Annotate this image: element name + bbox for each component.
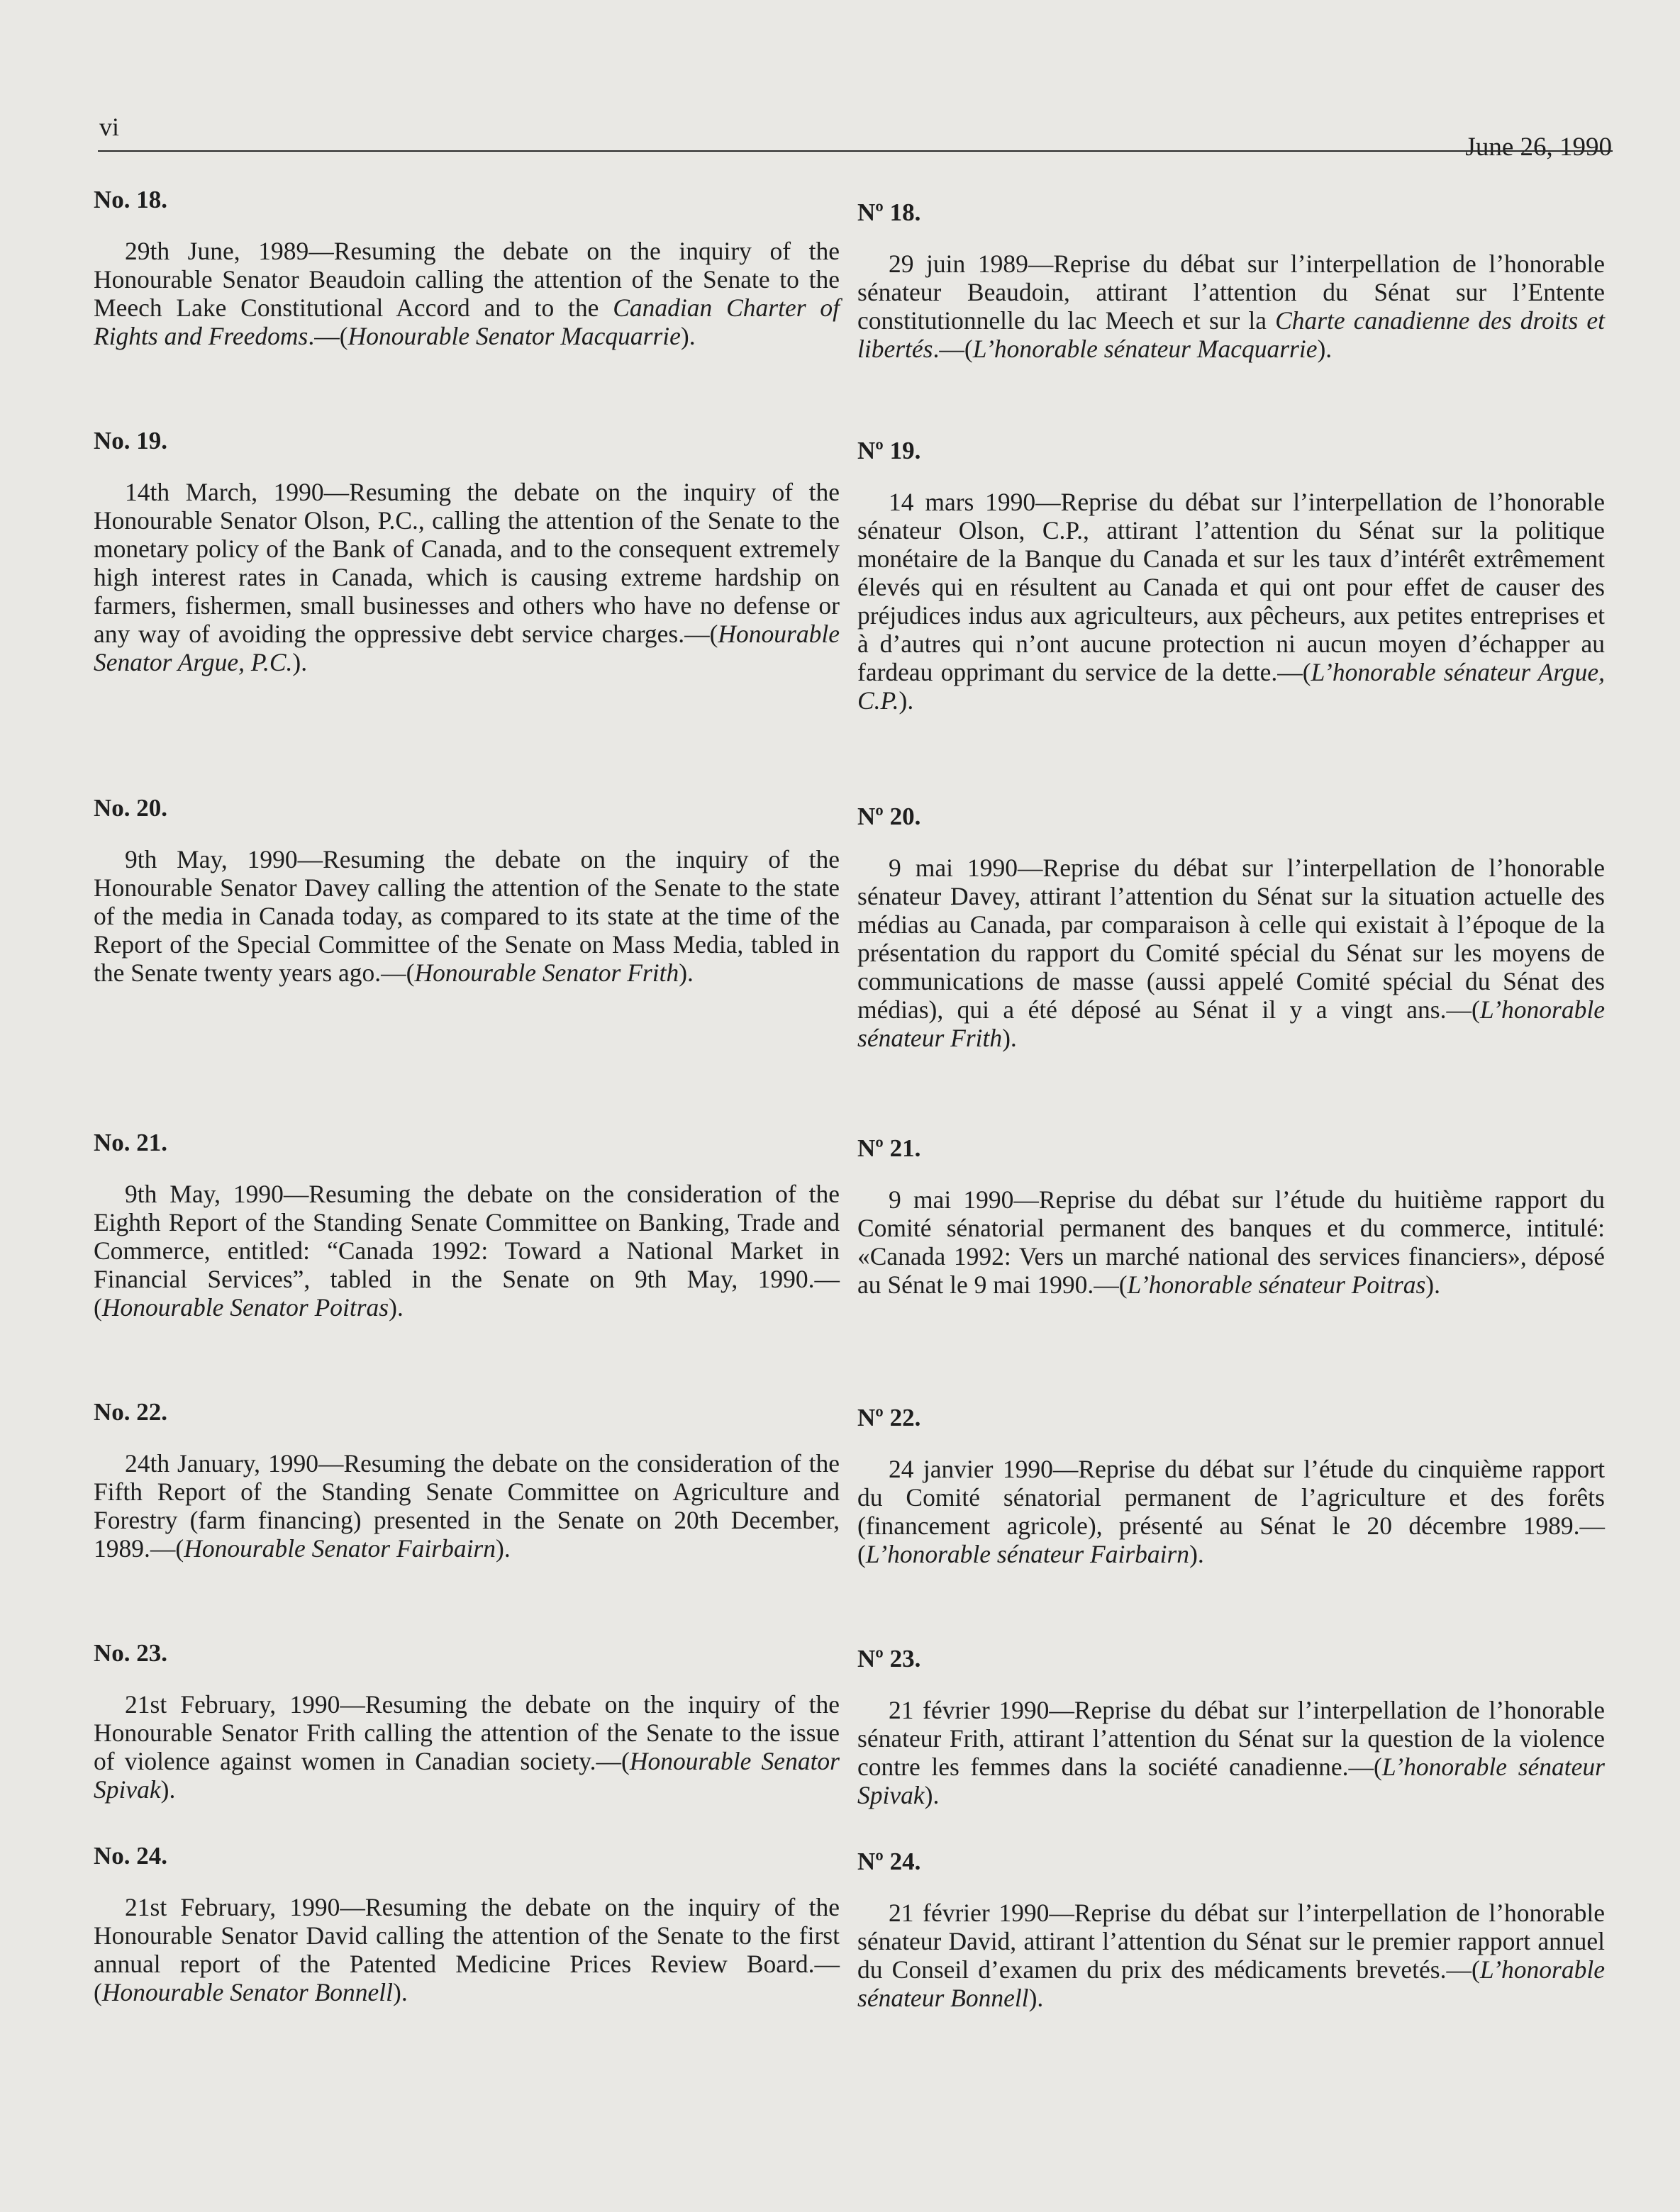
entry-en-19 xyxy=(94,427,840,676)
page-number: vi xyxy=(99,113,120,141)
entry-text: 14th March, 1990—Resuming the debate on the inquiry of the Honourable Senator Olson, P.C., calling the attention of the Senate to the monetary policy of the Bank of Canada, and to the consequent extremely high interest rates in Canada, which is causing extreme hardship on farmers, fishermen, small businesses and others who have no defense or any way of avoiding the oppressive debt service charges.—(Honourable Senator Argue, P.C.). xyxy=(94,478,840,676)
entry-number: No. 23. xyxy=(94,1639,168,1667)
entry-text: 29th June, 1989—Resuming the debate on the inquiry of the Honourable Senator Beaudoin calling the attention of the Senate to the Meech Lake Constitutional Accord and to the Canadian Charter of Rights and Freedoms.—(Honourable Senator Macquarrie). xyxy=(94,237,840,350)
entry-number: Nº 24. xyxy=(857,1848,921,1875)
entry-fr-18 xyxy=(857,199,1605,363)
entry-text: 9th May, 1990—Resuming the debate on the consideration of the Eighth Report of the Standing Senate Committee on Banking, Trade and Commerce, entitled: “Canada 1992: Toward a National Market in Financial Services”, tabled in the Senate on 9th May, 1990.—(Honourable Senator Poitras). xyxy=(94,1180,840,1322)
entry-fr-19 xyxy=(857,437,1605,715)
entry-fr-23 xyxy=(857,1645,1605,1809)
entry-fr-24 xyxy=(857,1848,1605,2012)
entry-number: Nº 18. xyxy=(857,199,921,226)
page-header xyxy=(0,0,1680,184)
entry-text: 9 mai 1990—Reprise du débat sur l’étude du huitième rapport du Comité sénatorial permanent des banques et du commerce, intitulé: «Canada 1992: Vers un marché national des services financiers», déposé au Sénat le 9 mai 1990.—(L’honorable sénateur Poitras). xyxy=(857,1185,1605,1299)
entry-number: No. 22. xyxy=(94,1398,168,1426)
entry-number: Nº 23. xyxy=(857,1645,921,1672)
entry-text: 21 février 1990—Reprise du débat sur l’interpellation de l’honorable sénateur David, attirant l’attention du Sénat sur le premier rapport annuel du Conseil d’examen du prix des médicaments brevetés.—(L’honorable sénateur Bonnell). xyxy=(857,1899,1605,2012)
entry-en-18 xyxy=(94,186,840,350)
entry-text: 24th January, 1990—Resuming the debate on the consideration of the Fifth Report of the Standing Senate Committee on Agriculture and Forestry (farm financing) presented in the Senate on 20th December, 1989.—(Honourable Senator Fairbairn). xyxy=(94,1449,840,1563)
entry-text: 21st February, 1990—Resuming the debate on the inquiry of the Honourable Senator David calling the attention of the Senate to the first annual report of the Patented Medicine Prices Review Board.—(Honourable Senator Bonnell). xyxy=(94,1893,840,2006)
entry-en-24 xyxy=(94,1842,840,2006)
entry-number: Nº 21. xyxy=(857,1134,921,1162)
entry-text: 29 juin 1989—Reprise du débat sur l’interpellation de l’honorable sénateur Beaudoin, attirant l’attention du Sénat sur l’Entente constitutionnelle du lac Meech et sur la Charte canadienne des droits et libertés.—(L’honorable sénateur Macquarrie). xyxy=(857,250,1605,363)
entry-number: Nº 19. xyxy=(857,437,921,464)
entry-text: 21 février 1990—Reprise du débat sur l’interpellation de l’honorable sénateur Frith, attirant l’attention du Sénat sur la question de la violence contre les femmes dans la société canadienne.—(L’honorable sénateur Spivak). xyxy=(857,1696,1605,1809)
entry-en-20 xyxy=(94,794,840,987)
entry-text: 14 mars 1990—Reprise du débat sur l’interpellation de l’honorable sénateur Olson, C.P., attirant l’attention du Sénat sur la politique monétaire de la Banque du Canada et sur les taux d’intérêt extrêmement élevés qui en résultent au Canada et qui ont pour effet de causer des préjudices indus aux agriculteurs, aux pêcheurs, aux petites entreprises et à d’autres qui n’ont aucune protection ni aucun moyen d’échapper au fardeau opprimant du service de la dette.—(L’honorable sénateur Argue, C.P.). xyxy=(857,488,1605,715)
entry-text: 24 janvier 1990—Reprise du débat sur l’étude du cinquième rapport du Comité sénatorial permanent de l’agriculture et des forêts (financement agricole), présenté au Sénat le 20 décembre 1989.—(L’honorable sénateur Fairbairn). xyxy=(857,1455,1605,1568)
entry-fr-21 xyxy=(857,1134,1605,1299)
entry-text: 9th May, 1990—Resuming the debate on the inquiry of the Honourable Senator Davey calling the attention of the Senate to the state of the media in Canada today, as compared to its state at the time of the Report of the Special Committee of the Senate on Mass Media, tabled in the Senate twenty years ago.—(Honourable Senator Frith). xyxy=(94,845,840,987)
header-rule xyxy=(98,150,1613,152)
entry-fr-22 xyxy=(857,1404,1605,1568)
entry-en-21 xyxy=(94,1129,840,1322)
entry-text: 21st February, 1990—Resuming the debate on the inquiry of the Honourable Senator Frith calling the attention of the Senate to the issue of violence against women in Canadian society.—(Honourable Senator Spivak). xyxy=(94,1690,840,1804)
entry-number: No. 19. xyxy=(94,427,168,454)
entry-en-22 xyxy=(94,1398,840,1563)
entry-en-23 xyxy=(94,1639,840,1804)
entry-fr-20 xyxy=(857,803,1605,1052)
entry-number: No. 18. xyxy=(94,186,168,213)
entry-number: No. 21. xyxy=(94,1129,168,1156)
entry-text: 9 mai 1990—Reprise du débat sur l’interpellation de l’honorable sénateur Davey, attirant l’attention du Sénat sur la situation actuelle des médias au Canada, par comparaison à celle qui existait à l’époque de la présentation du rapport du Comité spécial du Sénat sur les moyens de communications de masse (aussi appelé Comité spécial du Sénat des médias), qui a été déposé au Sénat il y a vingt ans.—(L’honorable sénateur Frith). xyxy=(857,854,1605,1052)
entry-number: No. 20. xyxy=(94,794,168,822)
entry-number: Nº 22. xyxy=(857,1404,921,1431)
entry-number: Nº 20. xyxy=(857,803,921,830)
entry-number: No. 24. xyxy=(94,1842,168,1870)
page-date: June 26, 1990 xyxy=(1465,133,1612,162)
